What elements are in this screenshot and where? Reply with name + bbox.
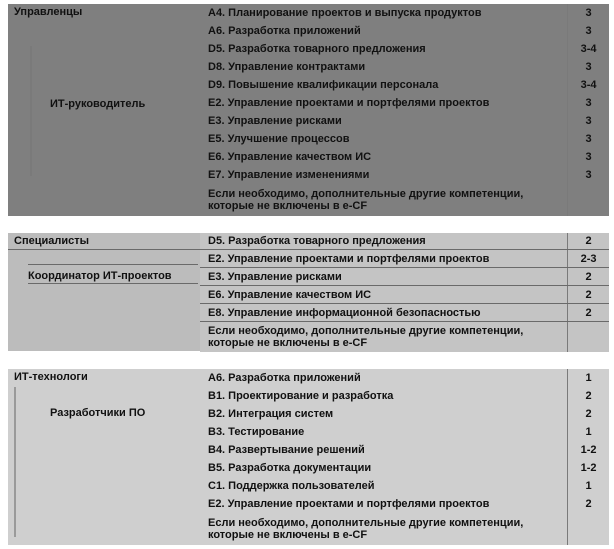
- competence-level: 1-2: [567, 459, 609, 477]
- competence-name: B3. Тестирование: [208, 426, 305, 438]
- competence-name: B2. Интеграция систем: [208, 408, 334, 420]
- competence-level: [567, 184, 609, 216]
- competence-row: [200, 130, 609, 148]
- competence-row: [200, 166, 609, 184]
- competence-level: [567, 513, 609, 545]
- competence-row: [200, 267, 609, 286]
- competence-row: [200, 148, 609, 166]
- competence-row: [200, 4, 609, 22]
- competence-row: [200, 76, 609, 94]
- competence-level: 2: [567, 405, 609, 423]
- section-managers: [8, 4, 609, 216]
- competence-name: E2. Управление проектами и портфелями проектов: [208, 253, 490, 265]
- competence-name: D8. Управление контрактами: [208, 61, 366, 73]
- competence-name: E2. Управление проектами и портфелями проектов: [208, 97, 490, 109]
- competence-row: [200, 58, 609, 76]
- role-label: ИТ-руководитель: [50, 98, 146, 110]
- bracket-line: [14, 387, 16, 537]
- competence-row: [200, 94, 609, 112]
- competence-row: [200, 303, 609, 322]
- competence-name: D5. Разработка товарного предложения: [208, 235, 426, 247]
- competence-level: 1: [567, 423, 609, 441]
- competence-level: 3: [567, 166, 609, 184]
- competence-level: 2: [567, 233, 609, 249]
- competence-level: 3: [567, 94, 609, 112]
- competence-level: 1-2: [567, 441, 609, 459]
- competence-row: [200, 321, 609, 352]
- section-it-technologists: [8, 369, 609, 545]
- competence-row: [200, 495, 609, 513]
- competence-name: A6. Разработка приложений: [208, 372, 361, 384]
- competence-level: 2: [567, 495, 609, 513]
- competence-level: [567, 322, 609, 352]
- competence-name: A4. Планирование проектов и выпуска продуктов: [208, 7, 482, 19]
- competence-name: E2. Управление проектами и портфелями проектов: [208, 498, 490, 510]
- competence-name: D9. Повышение квалификации персонала: [208, 79, 439, 91]
- category-label: Специалисты: [14, 235, 89, 247]
- competence-level: 3: [567, 130, 609, 148]
- competence-row: [200, 285, 609, 304]
- competence-name: E6. Управление качеством ИС: [208, 289, 372, 301]
- section-specialists: [8, 233, 609, 351]
- competence-name: Если необходимо, дополнительные другие компетенции, которые не включены в e-CF: [208, 325, 524, 349]
- competence-row: [200, 387, 609, 405]
- competence-level: 2: [567, 387, 609, 405]
- category-label: Управленцы: [14, 6, 83, 18]
- competence-level: 3: [567, 148, 609, 166]
- competence-row: [200, 112, 609, 130]
- competence-level: 3: [567, 4, 609, 22]
- competence-name: E7. Управление изменениями: [208, 169, 370, 181]
- competence-level: 2: [567, 304, 609, 322]
- competence-row: [200, 233, 609, 249]
- competence-name: B4. Развертывание решений: [208, 444, 365, 456]
- category-label: ИТ-технологи: [14, 371, 88, 383]
- role-label: Координатор ИТ-проектов: [28, 270, 172, 282]
- competence-row: [200, 22, 609, 40]
- competence-level: 2-3: [567, 250, 609, 268]
- competence-name: C1. Поддержка пользователей: [208, 480, 375, 492]
- competence-name: Если необходимо, дополнительные другие компетенции, которые не включены в e-CF: [208, 517, 524, 541]
- competence-name: E5. Улучшение процессов: [208, 133, 350, 145]
- competence-name: A6. Разработка приложений: [208, 25, 361, 37]
- competence-level: 1: [567, 369, 609, 387]
- competence-level: 2: [567, 286, 609, 304]
- role-label: Разработчики ПО: [50, 407, 146, 419]
- competence-row: [200, 40, 609, 58]
- bracket-line: [30, 46, 32, 176]
- competence-row: [200, 369, 609, 387]
- competence-name: E3. Управление рисками: [208, 115, 342, 127]
- competence-row: [200, 405, 609, 423]
- competence-name: D5. Разработка товарного предложения: [208, 43, 426, 55]
- competence-name: B1. Проектирование и разработка: [208, 390, 394, 402]
- competence-name: Если необходимо, дополнительные другие компетенции, которые не включены в e-CF: [208, 188, 524, 212]
- competence-level: 2: [567, 268, 609, 286]
- role-rule-bottom: [28, 283, 198, 284]
- competence-level: 1: [567, 477, 609, 495]
- competence-level: 3: [567, 112, 609, 130]
- competence-level: 3-4: [567, 76, 609, 94]
- competence-row: [200, 441, 609, 459]
- competence-level: 3: [567, 58, 609, 76]
- role-rule-top: [28, 264, 198, 265]
- competence-row: [200, 423, 609, 441]
- competence-name: E8. Управление информационной безопасностью: [208, 307, 481, 319]
- competence-name: E6. Управление качеством ИС: [208, 151, 372, 163]
- competence-row: [200, 459, 609, 477]
- competence-row: [200, 184, 609, 216]
- competence-row: [200, 477, 609, 495]
- competence-name: E3. Управление рисками: [208, 271, 342, 283]
- competence-row: [200, 513, 609, 545]
- competence-name: B5. Разработка документации: [208, 462, 372, 474]
- competence-level: 3: [567, 22, 609, 40]
- competence-level: 3-4: [567, 40, 609, 58]
- competence-row: [200, 249, 609, 268]
